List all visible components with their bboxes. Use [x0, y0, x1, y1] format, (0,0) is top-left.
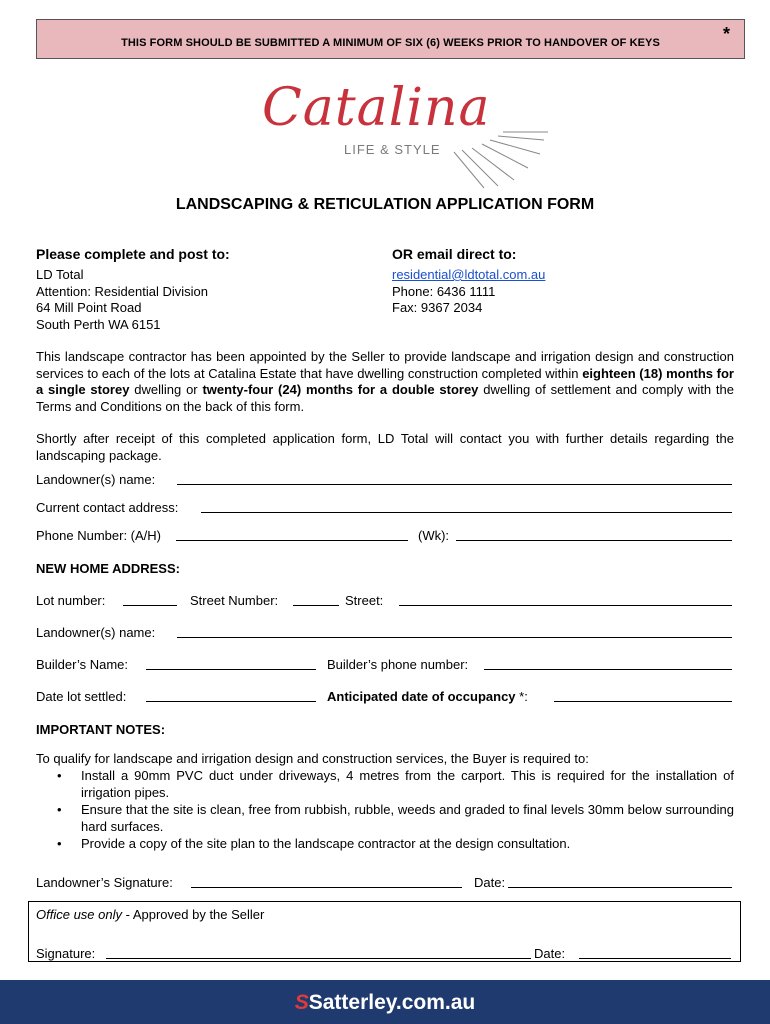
new-landowner-label: Landowner(s) name:: [36, 625, 156, 640]
satterley-brand: [0, 991, 770, 1015]
email-heading: OR email direct to:: [392, 246, 517, 262]
important-notes-heading: IMPORTANT NOTES:: [36, 722, 166, 737]
anticipated-occupancy-field[interactable]: [554, 701, 732, 702]
contact-address-field[interactable]: [201, 512, 732, 513]
office-date-label: Date:: [534, 946, 566, 961]
phone-ah-field[interactable]: [176, 540, 408, 541]
fax-text: Fax: 9367 2034: [392, 300, 483, 315]
lot-number-field[interactable]: [123, 605, 177, 606]
list-item: [36, 802, 734, 835]
contact-address-row: [36, 500, 734, 518]
intro-paragraph: [36, 349, 734, 415]
post-line: Attention: Residential Division: [36, 283, 208, 299]
anticipated-occupancy-label: [327, 689, 528, 704]
satterley-brand-text: Satterley.com.au: [308, 991, 476, 1014]
street-number-label: Street Number:: [190, 593, 279, 608]
post-address-block: [36, 246, 230, 333]
anticipated-occupancy-suffix: *:: [515, 689, 528, 704]
office-signature-row: [36, 946, 732, 964]
bullet: •: [57, 768, 62, 783]
post-line: South Perth WA 6151: [36, 316, 161, 332]
new-landowner-row: [36, 625, 734, 643]
post-line: LD Total: [36, 267, 84, 282]
phone-text: Phone: 6436 1111: [392, 283, 496, 299]
new-landowner-field[interactable]: [177, 637, 732, 638]
phone-row: [36, 528, 734, 546]
office-use-italic: Office use only: [36, 907, 122, 922]
anticipated-occupancy-text: Anticipated date of occupancy: [327, 689, 516, 704]
footer-bar: [0, 980, 770, 1024]
lot-number-label: Lot number:: [36, 593, 106, 608]
landowner-signature-field[interactable]: [191, 887, 462, 888]
logo-wordmark: Catalina: [262, 78, 491, 138]
new-home-heading: NEW HOME ADDRESS:: [36, 561, 180, 576]
phone-ah-label: Phone Number: (A/H): [36, 528, 161, 543]
settlement-row: [36, 689, 734, 707]
phone-wk-field[interactable]: [456, 540, 732, 541]
followup-paragraph: Shortly after receipt of this completed application form, LD Total will contact you with further details regarding the landscaping package.: [36, 431, 734, 463]
banner-asterisk: *: [723, 24, 731, 44]
builder-row: [36, 657, 734, 675]
notes-list: [36, 768, 734, 854]
office-use-text: - Approved by the Seller: [122, 907, 265, 922]
street-label: Street:: [345, 593, 384, 608]
submission-deadline-banner: [36, 19, 745, 59]
street-field[interactable]: [399, 605, 732, 606]
intro-bold-double: twenty-four (24) months for a double storey: [202, 382, 479, 397]
catalina-logo: [258, 78, 558, 190]
landowner-signature-label: Landowner’s Signature:: [36, 875, 173, 890]
landowner-name-row: [36, 472, 734, 490]
builder-name-field[interactable]: [146, 669, 316, 670]
builder-phone-field[interactable]: [484, 669, 732, 670]
phone-wk-label: (Wk):: [418, 528, 450, 543]
office-signature-field[interactable]: [106, 958, 531, 959]
intro-text: dwelling of settlement and comply with the Terms and Conditions on the back of this form.: [36, 382, 734, 414]
email-contact-block: [392, 246, 545, 317]
banner-text: THIS FORM SHOULD BE SUBMITTED A MINIMUM OF SIX (6) WEEKS PRIOR TO HANDOVER OF KEYS: [121, 37, 660, 49]
bullet: •: [57, 836, 62, 851]
landowner-signature-row: [36, 875, 734, 893]
date-lot-settled-field[interactable]: [146, 701, 316, 702]
office-date-field[interactable]: [579, 958, 731, 959]
signature-date-field[interactable]: [508, 887, 732, 888]
intro-bold-single: eighteen (18) months for a single storey: [36, 365, 734, 397]
builder-name-label: Builder’s Name:: [36, 657, 129, 672]
notes-intro: To qualify for landscape and irrigation design and construction services, the Buyer is required to:: [36, 751, 589, 766]
contact-address-label: Current contact address:: [36, 500, 179, 515]
note-text: Ensure that the site is clean, free from rubbish, rubble, weeds and graded to final levels 30mm below surrounding hard surfaces.: [81, 802, 734, 834]
logo-tagline: LIFE & STYLE: [344, 142, 441, 157]
post-line: 64 Mill Point Road: [36, 300, 142, 315]
note-text: Install a 90mm PVC duct under driveways, 4 metres from the carport. This is required for the installation of irrigation pipes.: [81, 768, 734, 800]
lot-street-row: [36, 593, 734, 611]
office-signature-label: Signature:: [36, 946, 96, 961]
builder-phone-label: Builder’s phone number:: [327, 657, 469, 672]
list-item: [36, 768, 734, 801]
note-text: Provide a copy of the site plan to the landscape contractor at the design consultation.: [81, 836, 571, 851]
landowner-name-label: Landowner(s) name:: [36, 472, 156, 487]
form-title: LANDSCAPING & RETICULATION APPLICATION FORM: [175, 196, 595, 213]
post-heading: Please complete and post to:: [36, 246, 230, 262]
satterley-s-icon: S: [294, 991, 309, 1014]
landowner-name-field[interactable]: [177, 484, 732, 485]
office-use-box: [28, 901, 741, 962]
intro-text: dwelling or: [129, 382, 203, 397]
bullet: •: [57, 802, 62, 817]
intro-text: This landscape contractor has been appointed by the Seller to provide landscape and irrigation design and construction services to each of the lots at Catalina Estate that have dwelling construction completed within: [36, 349, 734, 381]
street-number-field[interactable]: [293, 605, 339, 606]
office-use-heading: [36, 907, 264, 922]
list-item: [36, 836, 734, 853]
email-link[interactable]: residential@ldtotal.com.au: [392, 267, 546, 282]
date-lot-settled-label: Date lot settled:: [36, 689, 127, 704]
signature-date-label: Date:: [474, 875, 506, 890]
